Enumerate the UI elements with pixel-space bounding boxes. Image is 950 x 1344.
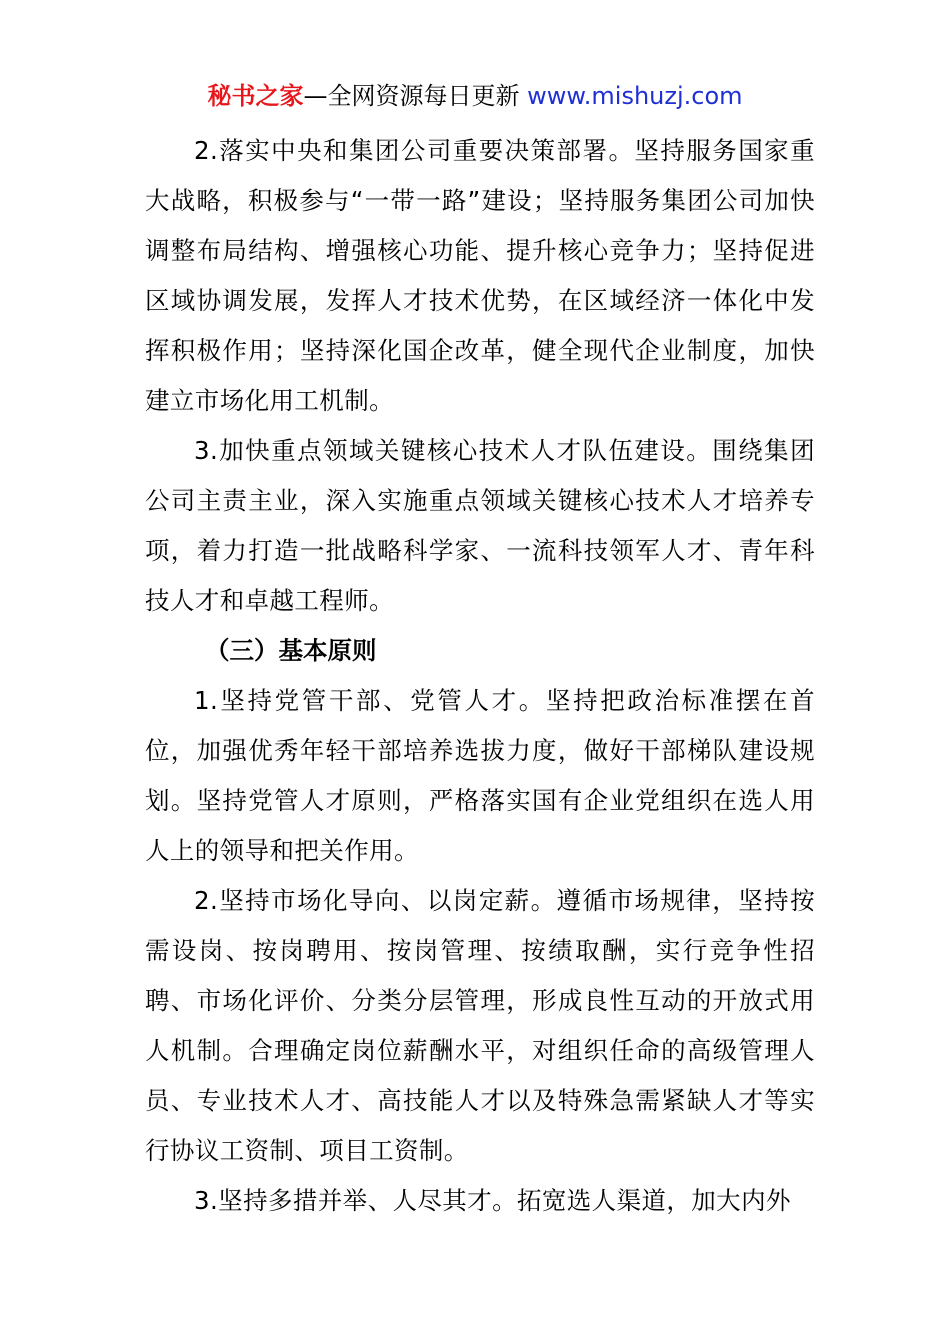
principle-multiple-measures: 3.坚持多措并举、人尽其才。拓宽选人渠道，加大内外 [194,1186,791,1215]
section-heading-basic-principles: （三）基本原则 [205,636,377,665]
paragraph-core-tech-talent: 3.加快重点领域关键核心技术人才队伍建设。围绕集团公司主责主业，深入实施重点领域关键核心技术人才培养专项，着力打造一批战略科学家、一流科技领军人才、青年科技人才和卓越工程师。 [145,436,815,615]
paragraph-decision-deployment: 2.落实中央和集团公司重要决策部署。坚持服务国家重大战略，积极参与“一带一路”建设；坚持服务集团公司加快调整布局结构、增强核心功能、提升核心竞争力；坚持促进区域协调发展，发挥人才技术优势，在区域经济一体化中发挥积极作用；坚持深化国企改革，健全现代企业制度，加快建立市场化用工机制。 [145,136,815,415]
site-url-link[interactable]: www.mishuzj.com [527,82,743,110]
site-header [0,80,950,112]
site-tagline: —全网资源每日更新 [303,82,528,110]
principle-party-management: 1.坚持党管干部、党管人才。坚持把政治标准摆在首位，加强优秀年轻干部培养选拔力度，做好干部梯队建设规划。坚持党管人才原则，严格落实国有企业党组织在选人用人上的领导和把关作用。 [145,686,815,865]
principle-market-orientation: 2.坚持市场化导向、以岗定薪。遵循市场规律，坚持按需设岗、按岗聘用、按岗管理、按绩取酬，实行竞争性招聘、市场化评价、分类分层管理，形成良性互动的开放式用人机制。合理确定岗位薪酬水平，对组织任命的高级管理人员、专业技术人才、高技能人才以及特殊急需紧缺人才等实行协议工资制、项目工资制。 [145,886,815,1165]
site-brand[interactable]: 秘书之家 [207,82,304,110]
document-body [145,126,815,1226]
